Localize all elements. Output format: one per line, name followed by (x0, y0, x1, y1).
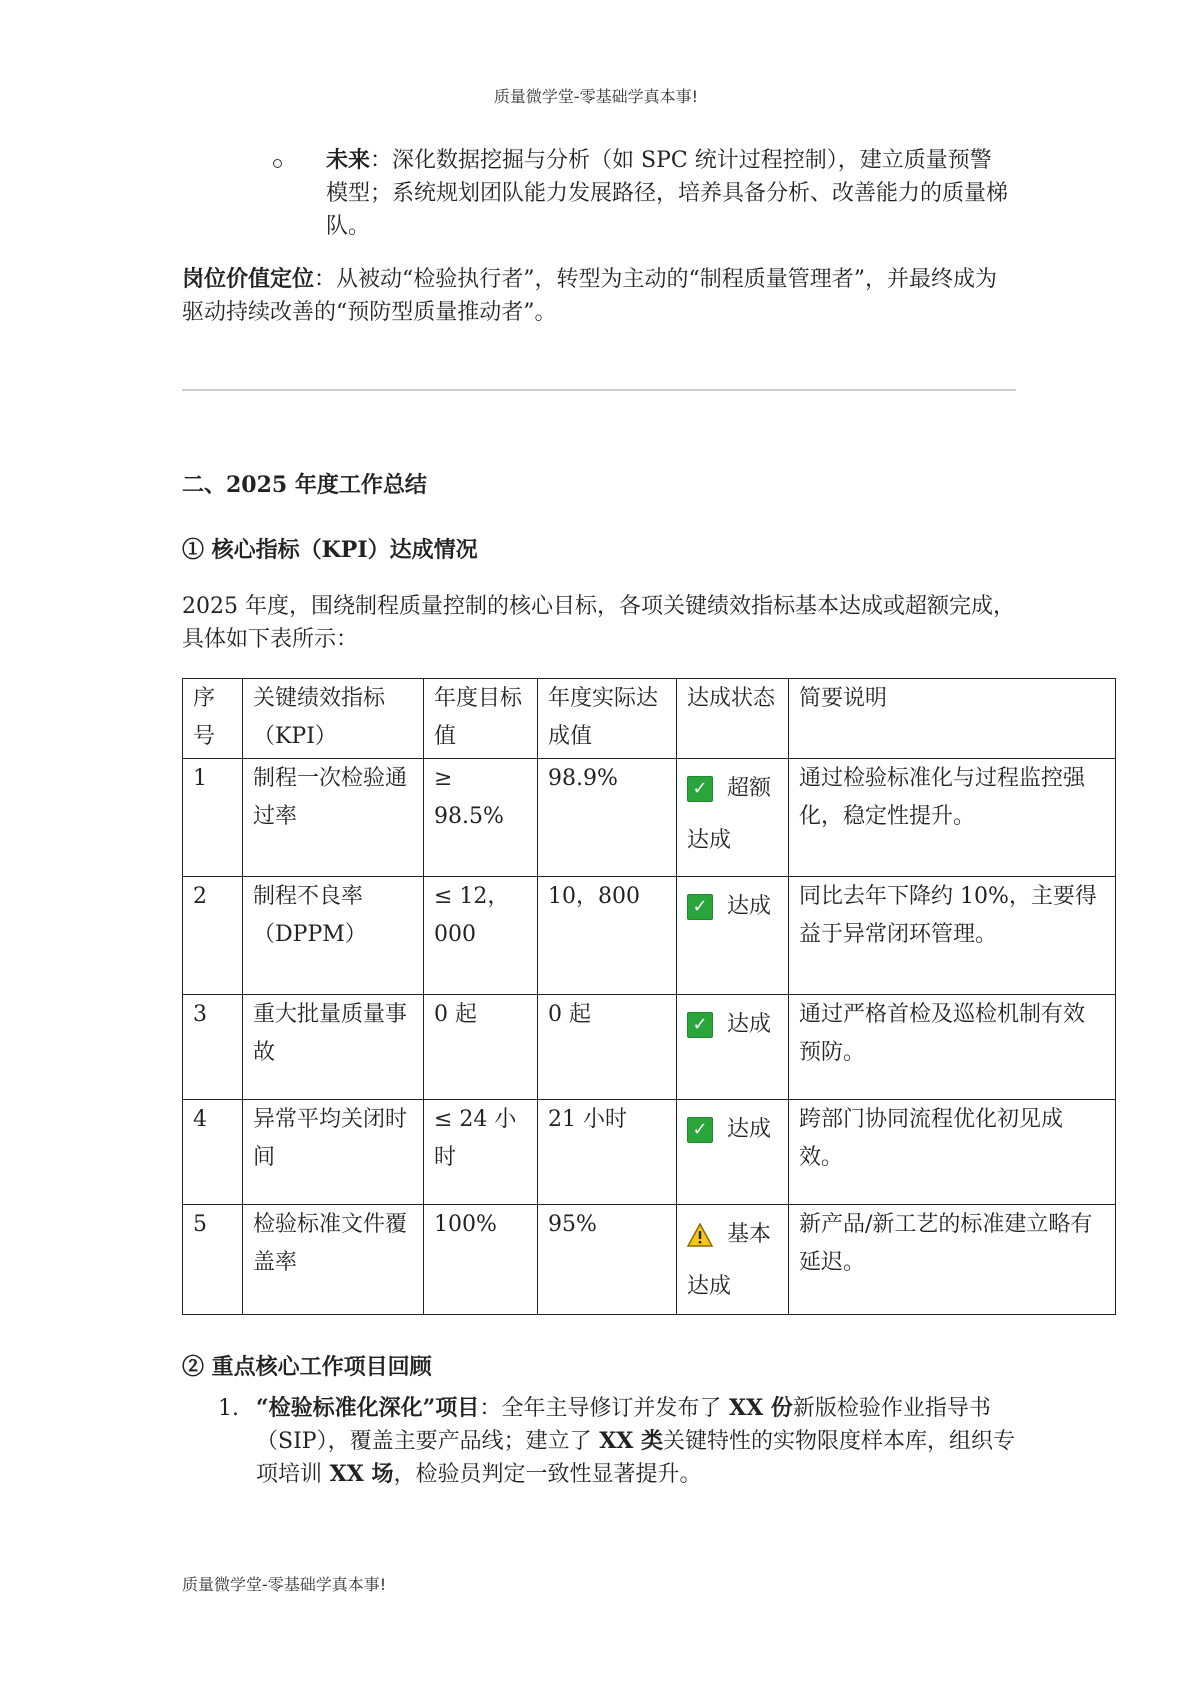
cell-target: ≥ 98.5% (424, 759, 538, 877)
cell-no: 1 (183, 759, 243, 877)
cell-kpi: 检验标准文件覆盖率 (243, 1205, 424, 1315)
cell-note: 新产品/新工艺的标准建立略有延迟。 (789, 1205, 1116, 1315)
cell-status (677, 759, 789, 877)
table-header-row (183, 679, 1116, 759)
cell-kpi: 制程一次检验通过率 (243, 759, 424, 877)
future-text: 深化数据挖掘与分析（如 SPC 统计过程控制），建立质量预警模型；系统规划团队能力发展路径，培养具备分析、改善能力的质量梯队。 (326, 148, 1009, 239)
review-list (218, 1392, 1018, 1491)
cell-target: 100% (424, 1205, 538, 1315)
check-icon: ✓ (687, 776, 713, 802)
status-text: 达成 (727, 1012, 772, 1037)
review-item-text: “检验标准化深化”项目：全年主导修订并发布了 XX 份新版检验作业指导书（SIP），覆盖主要产品线；建立了 XX 类关键特性的实物限度样本库，组织专项培训 XX 场，检验员判定一致性显著提升。 (256, 1395, 1016, 1487)
table-header-cell: 简要说明 (789, 679, 1116, 759)
table-header-cell: 年度目标值 (424, 679, 538, 759)
check-icon: ✓ (687, 894, 713, 920)
cell-target: 0 起 (424, 995, 538, 1100)
position-value-label: 岗位价值定位 (182, 266, 315, 292)
review-item-title: “检验标准化深化”项目 (256, 1395, 480, 1421)
cell-status (677, 1205, 789, 1315)
cell-no: 4 (183, 1100, 243, 1205)
page-footer: 质量微学堂-零基础学真本事! (182, 1575, 387, 1594)
cell-kpi: 制程不良率（DPPM） (243, 877, 424, 995)
horizontal-divider (182, 389, 1016, 391)
check-icon: ✓ (687, 1012, 713, 1038)
cell-status (677, 995, 789, 1100)
cell-no: 5 (183, 1205, 243, 1315)
future-paragraph: 未来：深化数据挖掘与分析（如 SPC 统计过程控制），建立质量预警模型；系统规划团队能力发展路径，培养具备分析、改善能力的质量梯队。 (326, 147, 1009, 239)
cell-status (677, 1100, 789, 1205)
cell-actual: 10，800 (538, 877, 677, 995)
status-text: 基本达成 (687, 1222, 772, 1299)
list-item (218, 1392, 1018, 1491)
kpi-heading: ① 核心指标（KPI）达成情况 (182, 537, 478, 563)
table-row (183, 1205, 1116, 1315)
kpi-intro: 2025 年度，围绕制程质量控制的核心目标，各项关键绩效指标基本达成或超额完成，具体如下表所示： (182, 594, 1015, 652)
table-row (183, 995, 1116, 1100)
cell-note: 通过严格首检及巡检机制有效预防。 (789, 995, 1116, 1100)
position-value-paragraph: 岗位价值定位：从被动“检验执行者”，转型为主动的“制程质量管理者”，并最终成为驱动持续改善的“预防型质量推动者”。 (182, 266, 998, 325)
section-heading: 二、2025 年度工作总结 (182, 472, 427, 498)
cell-target: ≤ 12，000 (424, 877, 538, 995)
table-header-cell: 达成状态 (677, 679, 789, 759)
table-row (183, 759, 1116, 877)
cell-actual: 0 起 (538, 995, 677, 1100)
cell-actual: 98.9% (538, 759, 677, 877)
review-heading: ② 重点核心工作项目回顾 (182, 1354, 432, 1380)
position-value-text: 从被动“检验执行者”，转型为主动的“制程质量管理者”，并最终成为驱动持续改善的“预防型质量推动者”。 (182, 267, 998, 325)
cell-note: 跨部门协同流程优化初见成效。 (789, 1100, 1116, 1205)
status-text: 达成 (727, 1117, 772, 1142)
cell-kpi: 重大批量质量事故 (243, 995, 424, 1100)
hollow-bullet-icon (273, 159, 282, 168)
list-number: 1. (218, 1396, 239, 1421)
status-text: 达成 (727, 894, 772, 919)
check-icon: ✓ (687, 1117, 713, 1143)
cell-target: ≤ 24 小时 (424, 1100, 538, 1205)
cell-no: 2 (183, 877, 243, 995)
cell-kpi: 异常平均关闭时间 (243, 1100, 424, 1205)
table-row (183, 1100, 1116, 1205)
future-bullet (290, 144, 1010, 243)
cell-status (677, 877, 789, 995)
status-text: 超额达成 (687, 776, 772, 853)
table-row (183, 877, 1116, 995)
table-header-cell: 关键绩效指标（KPI） (243, 679, 424, 759)
table-header-cell: 序号 (183, 679, 243, 759)
cell-note: 通过检验标准化与过程监控强化，稳定性提升。 (789, 759, 1116, 877)
page-header: 质量微学堂-零基础学真本事! (493, 87, 699, 106)
kpi-table (182, 678, 1116, 1315)
cell-no: 3 (183, 995, 243, 1100)
cell-actual: 21 小时 (538, 1100, 677, 1205)
cell-note: 同比去年下降约 10%，主要得益于异常闭环管理。 (789, 877, 1116, 995)
future-label: 未来 (326, 147, 371, 173)
warning-icon (687, 1223, 713, 1247)
table-header-cell: 年度实际达成值 (538, 679, 677, 759)
cell-actual: 95% (538, 1205, 677, 1315)
